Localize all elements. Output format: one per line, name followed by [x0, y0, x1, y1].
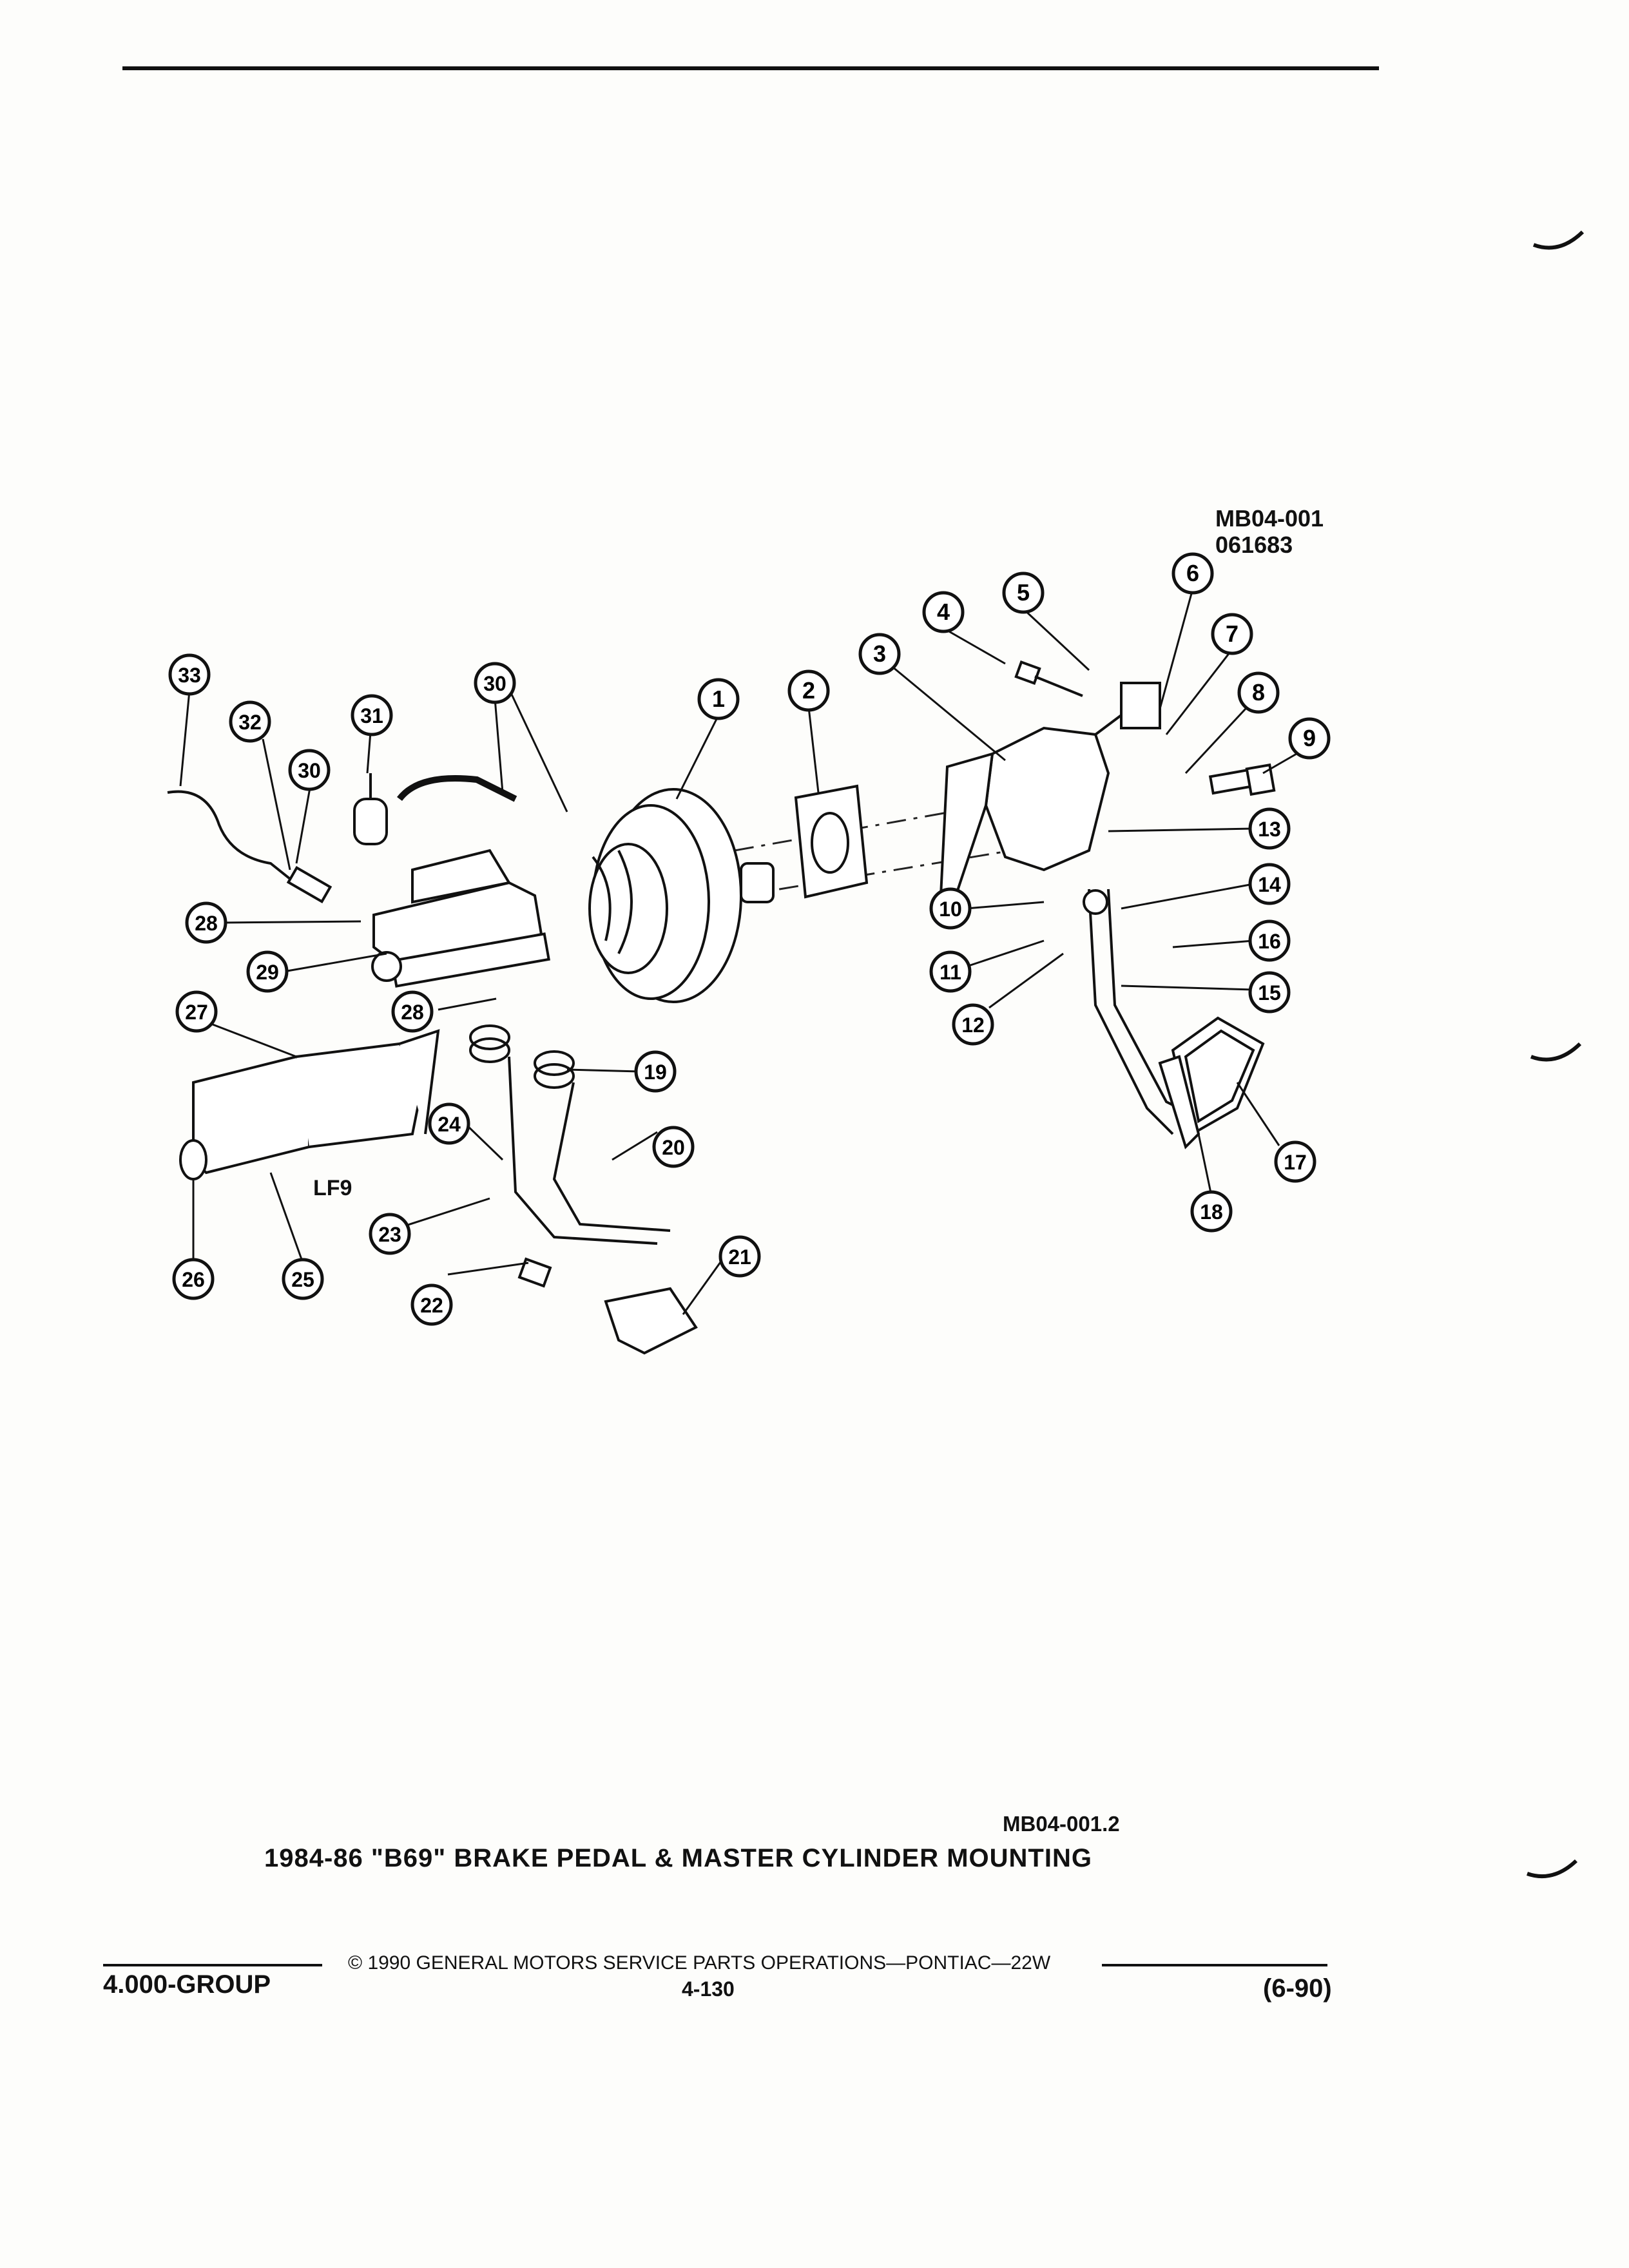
- callout-number: 11: [940, 961, 961, 984]
- callout-number: 22: [420, 1294, 443, 1317]
- callout-number: 6: [1186, 560, 1200, 586]
- callout-number: 33: [178, 664, 201, 687]
- callout-number: 30: [483, 672, 506, 695]
- callout-number: 4: [936, 599, 950, 625]
- callout-number: 29: [256, 961, 279, 984]
- callout-number: 17: [1284, 1151, 1307, 1174]
- callout-number: 28: [195, 912, 218, 935]
- callout-number: 19: [644, 1061, 667, 1084]
- footer-copyright: © 1990 GENERAL MOTORS SERVICE PARTS OPERATIONS—PONTIAC—22W: [348, 1952, 1051, 1974]
- callout-number: 7: [1225, 620, 1239, 647]
- callout-number: 31: [360, 704, 383, 727]
- callout-number: 14: [1258, 873, 1281, 896]
- callout-number: 2: [802, 677, 816, 704]
- callout-number: 32: [238, 711, 262, 734]
- callout-number: 5: [1016, 579, 1030, 606]
- callout-number: 13: [1258, 818, 1281, 841]
- callout-number: 25: [291, 1268, 314, 1291]
- callout-number: 1: [711, 686, 726, 712]
- footer-group: 4.000-GROUP: [103, 1970, 271, 1999]
- footer-page-number: 4-130: [682, 1977, 735, 2001]
- callout-number: 30: [298, 759, 321, 782]
- callout-number: 10: [939, 898, 962, 921]
- callout-number: 15: [1258, 981, 1281, 1004]
- callout-number: 28: [401, 1001, 424, 1024]
- callout-number: 18: [1200, 1200, 1223, 1224]
- drawing-reference-code: MB04-001: [1215, 505, 1324, 532]
- callout-number: 20: [662, 1136, 685, 1159]
- callout-number: 16: [1258, 930, 1281, 953]
- figure-caption: 1984-86 "B69" BRAKE PEDAL & MASTER CYLINDER MOUNTING: [264, 1844, 1092, 1872]
- callout-number: 24: [438, 1113, 461, 1136]
- callout-number: 3: [872, 640, 887, 667]
- callout-number: 26: [182, 1268, 205, 1291]
- figure-code: MB04-001.2: [1003, 1812, 1120, 1836]
- variant-label: LF9: [313, 1176, 352, 1200]
- callout-number: 27: [185, 1001, 208, 1024]
- callout-number: 21: [728, 1245, 751, 1269]
- callout-number: 12: [961, 1014, 985, 1037]
- drawing-reference-date: 061683: [1215, 532, 1293, 558]
- callout-number: 9: [1302, 725, 1316, 751]
- callout-number: 8: [1251, 679, 1266, 706]
- footer-date: (6-90): [1263, 1974, 1332, 2003]
- callout-number: 23: [378, 1223, 401, 1246]
